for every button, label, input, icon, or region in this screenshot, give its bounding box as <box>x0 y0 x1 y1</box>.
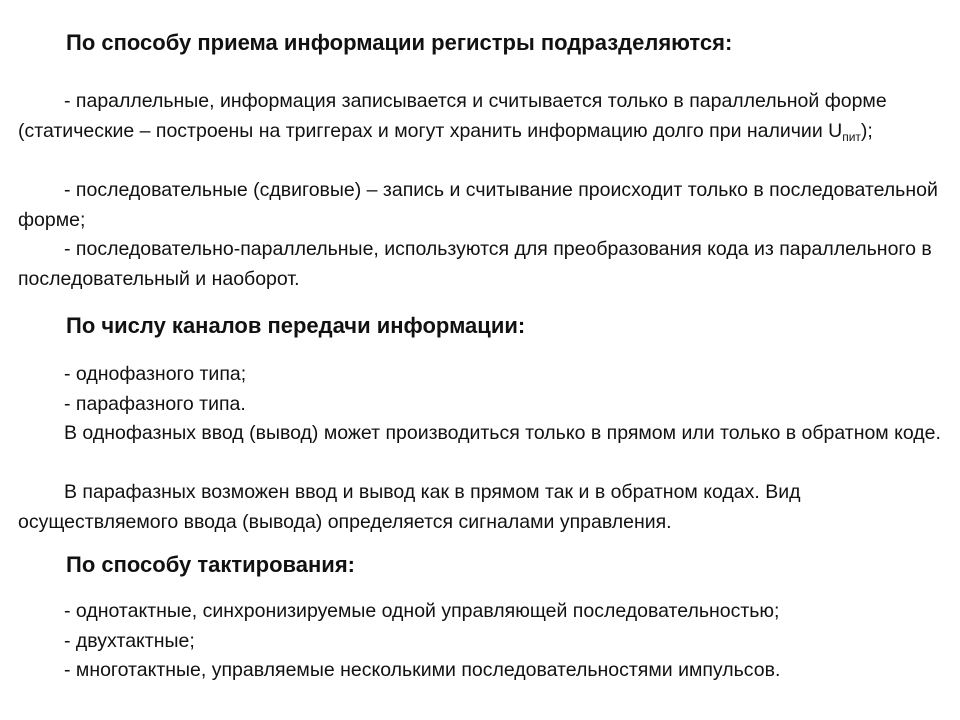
list-item-two-clock: - двухтактные; <box>64 629 195 652</box>
list-item-paraphase: - парафазного типа. <box>64 392 246 415</box>
paragraph-paraphase: В парафазных возможен ввод и вывод как в прямом так и в обратном кодах. Вид осуществляемого ввода (вывода) определяется сигналами управления. <box>18 481 801 533</box>
list-item-parallel <box>18 87 948 146</box>
list-item-multi-clock: - многотактные, управляемые несколькими последовательностями импульсов. <box>64 659 781 681</box>
subscript-pit: пит <box>842 129 861 144</box>
list-item-parallel-end: ); <box>860 119 873 142</box>
section-heading-reception: По способу приема информации регистры подразделяются: <box>66 30 733 55</box>
list-item-single-phase: - однофазного типа; <box>64 363 247 385</box>
list-item-serial-parallel: - последовательно-параллельные, используются для преобразования кода из параллельного в последовательный и наоборот. <box>18 238 932 290</box>
section-heading-clocking: По способу тактирования: <box>66 552 355 577</box>
list-item-parallel-text: - параллельные, информация записывается и считывается только в параллельной форме (статические – построены на триггерах и могут хранить информацию долго при наличии U <box>18 90 887 142</box>
list-item-single-clock: - однотактные, синхронизируемые одной управляющей последовательностью; <box>64 600 780 622</box>
list-item-serial: - последовательные (сдвиговые) – запись и считывание происходит только в последовательной форме; <box>18 179 938 231</box>
paragraph-single-phase: В однофазных ввод (вывод) может производиться только в прямом или только в обратном коде. <box>64 422 941 444</box>
section-heading-channels: По числу каналов передачи информации: <box>66 313 526 338</box>
